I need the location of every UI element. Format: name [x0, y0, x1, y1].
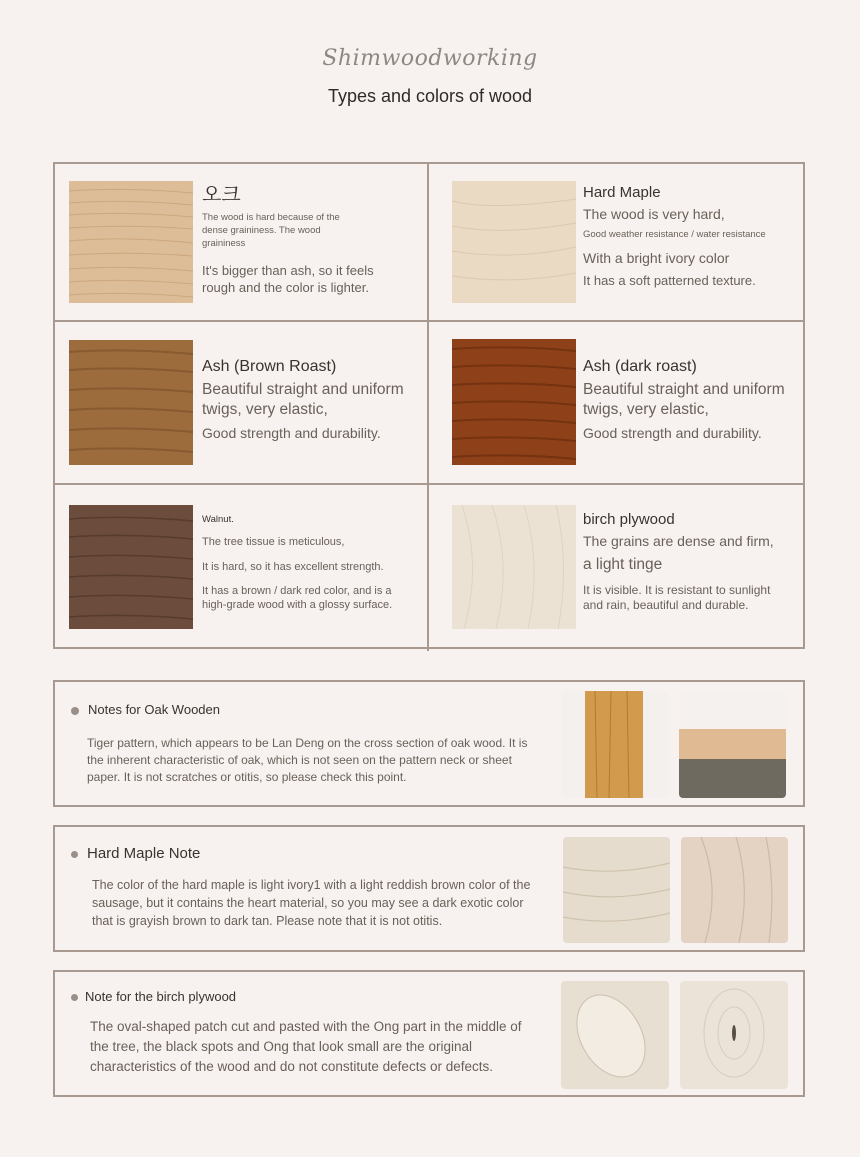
- ash-dark-desc-2: Good strength and durability.: [583, 425, 762, 441]
- wood-name-ash-brown: Ash (Brown Roast): [202, 358, 337, 375]
- hard-maple-desc-4: It has a soft patterned texture.: [583, 273, 756, 288]
- wood-card-oak: [55, 164, 429, 322]
- ash-dark-swatch-image: [452, 339, 576, 465]
- note-birch-body: The oval-shaped patch cut and pasted with the Ong part in the middle of the tree, the black spots and Ong that look small are the original characteristics of the wood and do not constitute defects or defects.: [90, 1019, 522, 1074]
- note-oak: [53, 680, 805, 807]
- note-oak-title: Notes for Oak Wooden: [88, 702, 220, 717]
- oak-cross-section-image: [679, 691, 786, 798]
- wood-card-walnut: [55, 485, 429, 651]
- wood-name-hard-maple: Hard Maple: [583, 184, 661, 201]
- wood-name-walnut: Walnut.: [202, 514, 234, 525]
- wood-name-oak: 오크: [202, 184, 241, 206]
- birch-swatch-image: [452, 505, 576, 629]
- page-title: Types and colors of wood: [327, 86, 533, 106]
- walnut-swatch-image: [69, 505, 193, 629]
- brand-name: Shimwoodworking: [322, 46, 538, 71]
- note-oak-body: Tiger pattern, which appears to be Lan Deng on the cross section of oak wood. It is the inherent characteristic of oak, which is not seen on the pattern neck or sheet paper. It is not scratches or otitis, so please check this point.: [87, 736, 528, 784]
- ash-brown-desc-1: Beautiful straight and uniform twigs, very elastic,: [202, 381, 404, 418]
- wood-name-ash-dark: Ash (dark roast): [583, 358, 697, 375]
- ash-dark-desc-1: Beautiful straight and uniform twigs, very elastic,: [583, 381, 785, 418]
- oak-desc-2: It's bigger than ash, so it feels rough and the color is lighter.: [202, 263, 374, 295]
- birch-desc-1: The grains are dense and firm,: [583, 533, 774, 549]
- wood-card-birch-plywood: [429, 485, 803, 651]
- note-birch-title: Note for the birch plywood: [85, 989, 237, 1004]
- hard-maple-grain-image-2: [681, 837, 788, 943]
- wood-types-grid: [53, 162, 805, 649]
- walnut-desc-2: It is hard, so it has excellent strength.: [202, 561, 384, 573]
- hard-maple-grain-image-1: [563, 837, 670, 943]
- hard-maple-desc-1: The wood is very hard,: [583, 206, 725, 222]
- note-birch-heading: [71, 989, 236, 1004]
- oak-swatch-image: [69, 181, 193, 303]
- note-birch-plywood: [53, 970, 805, 1097]
- hard-maple-swatch-image: [452, 181, 576, 303]
- birch-desc-2: a light tinge: [583, 556, 663, 573]
- birch-knot-image: [680, 981, 788, 1089]
- wood-card-ash-brown: [55, 322, 429, 485]
- oak-plank-image: [561, 691, 668, 798]
- note-hard-maple-title: Hard Maple Note: [87, 845, 201, 862]
- hard-maple-desc-2: Good weather resistance / water resistance: [583, 229, 766, 240]
- note-oak-heading: [71, 702, 220, 717]
- bullet-icon: [71, 707, 79, 715]
- note-hard-maple-body: The color of the hard maple is light ivory1 with a light reddish brown color of the sausage, but it contains the heart material, so you may see a dark exotic color that is grayish brown to dark tan. Please note that it is not otitis.: [92, 878, 531, 928]
- wood-card-ash-dark: [429, 322, 803, 485]
- bullet-icon: [71, 851, 78, 858]
- bullet-icon: [71, 994, 78, 1001]
- wood-name-birch-plywood: birch plywood: [583, 511, 675, 528]
- oak-desc-1: The wood is hard because of the dense graininess. The wood graininess: [202, 212, 340, 249]
- note-hard-maple-heading: [71, 845, 200, 862]
- birch-desc-3: It is visible. It is resistant to sunlight and rain, beautiful and durable.: [583, 583, 771, 612]
- birch-patch-image: [561, 981, 669, 1089]
- note-hard-maple: [53, 825, 805, 952]
- walnut-desc-1: The tree tissue is meticulous,: [202, 536, 345, 548]
- ash-brown-swatch-image: [69, 340, 193, 465]
- wood-card-hard-maple: [429, 164, 803, 322]
- walnut-desc-3: It has a brown / dark red color, and is a high-grade wood with a glossy surface.: [202, 585, 393, 611]
- ash-brown-desc-2: Good strength and durability.: [202, 425, 381, 441]
- hard-maple-desc-3: With a bright ivory color: [583, 250, 730, 266]
